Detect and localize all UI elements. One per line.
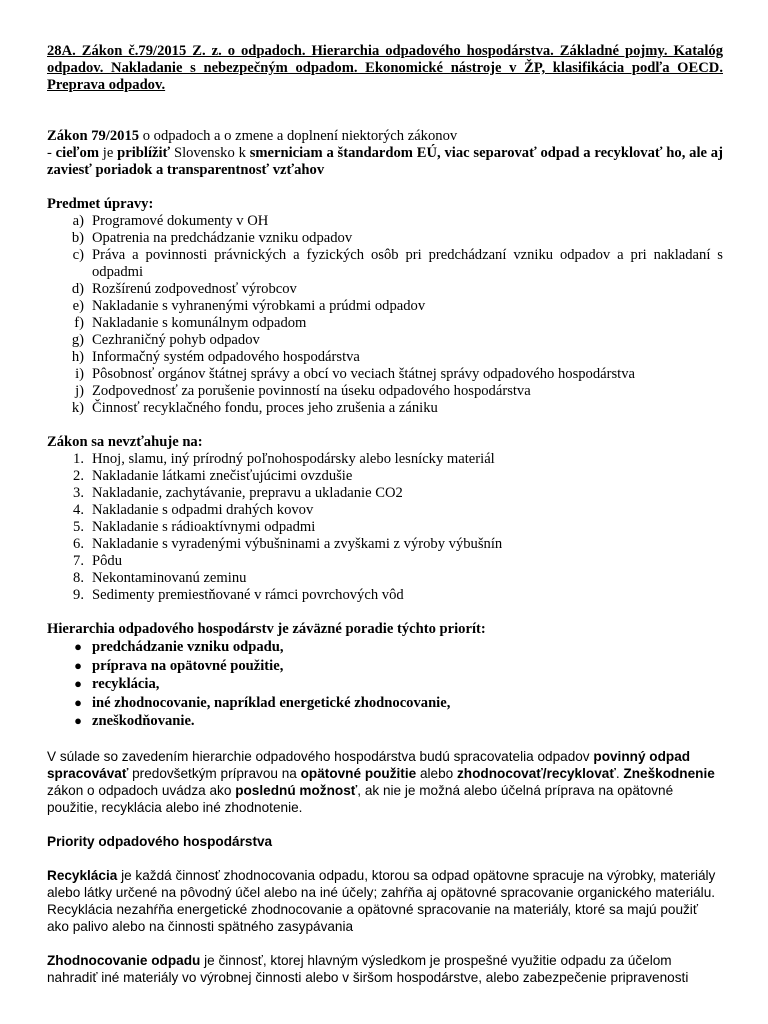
recyklacia-text: je každá činnosť zhodnocovania odpadu, ktorou sa odpad opätovne spracuje na výrobky, materiály alebo látky určené na pôvodný účel alebo na iné účely; zahŕňa aj opätovné spracovanie organického materiálu. Recyklácia nezahŕňa energetické zhodnocovanie a opätovné spracovanie na materiály, ktoré sa majú použiť ako palivo alebo na činnosti spätného zasypávania <box>47 867 716 934</box>
recyklacia-term: Recyklácia <box>47 867 118 883</box>
sulade-bold-2: opätovné použitie <box>300 765 417 781</box>
sulade-text-6: , ak nie je možná alebo účelná príprava na opätovné použitie, recyklácia alebo iné zhodnotenie. <box>47 782 674 815</box>
list-item <box>47 638 723 657</box>
list-marker: 5. <box>73 519 84 535</box>
list-item-text: príprava na opätovné použitie, <box>92 657 284 674</box>
list-item-text: Nakladanie, zachytávanie, prepravu a ukladanie CO2 <box>92 485 403 501</box>
list-item-text: Sedimenty premiestňované v rámci povrchových vôd <box>92 587 404 603</box>
list-marker: g) <box>71 332 84 348</box>
sulade-paragraph <box>47 748 723 816</box>
list-item-text: Nakladanie s vyhranenými výrobkami a prúdmi odpadov <box>92 298 426 314</box>
list-marker: a) <box>72 213 84 229</box>
list-item-text: Rozšírenú zodpovednosť výrobcov <box>92 281 297 297</box>
zhodnocovanie-paragraph <box>47 952 723 986</box>
list-marker: 4. <box>73 502 84 518</box>
list-item-text: Programové dokumenty v OH <box>92 213 269 229</box>
sulade-bold-4: Zneškodnenie <box>623 765 715 781</box>
list-item <box>47 675 723 694</box>
list-item-text: Nakladanie s rádioaktívnymi odpadmi <box>92 519 316 535</box>
list-marker: j) <box>75 383 84 399</box>
list-item <box>47 502 723 519</box>
list-item-text: Informačný systém odpadového hospodárstva <box>92 349 360 365</box>
list-marker: i) <box>75 366 84 382</box>
sulade-bold-1: povinný odpad spracovávať <box>47 748 691 781</box>
list-item-text: Nakladanie s komunálnym odpadom <box>92 315 307 331</box>
document-title: 28A. Zákon č.79/2015 Z. z. o odpadoch. Hierarchia odpadového hospodárstva. Základné pojmy. Katalóg odpadov. Nakladanie s nebezpečným odpadom. Ekonomické nástroje v ŽP, klasifikácia podľa OECD. Preprava odpadov. <box>47 43 723 93</box>
law-name: o odpadoch a o zmene a doplnení niektorých zákonov <box>139 128 458 144</box>
sulade-text-2: predovšetkým prípravou na <box>128 765 301 781</box>
list-marker: e) <box>72 298 84 314</box>
sulade-text-1: V súlade so zavedením hierarchie odpadového hospodárstva budú spracovatelia odpadov <box>47 748 594 764</box>
list-item-text: Nakladanie látkami znečisťujúcimi ovzdušie <box>92 468 353 484</box>
sulade-text-5: zákon o odpadoch uvádza ako <box>47 782 236 798</box>
law-number: Zákon 79/2015 <box>47 128 140 144</box>
list-item-text: Práva a povinnosti právnických a fyzických osôb pri predchádzaní vzniku odpadov a pri nakladaní s odpadmi <box>92 247 723 280</box>
sulade-bold-3: zhodnocovať/recyklovať <box>457 765 616 781</box>
bullet-icon: ● <box>74 657 82 673</box>
list-item-text: iné zhodnocovanie, napríklad energetické zhodnocovanie, <box>92 694 451 711</box>
sulade-text-3: alebo <box>416 765 457 781</box>
list-item <box>47 366 723 383</box>
recyklacia-paragraph <box>47 867 723 935</box>
zhodnocovanie-term: Zhodnocovanie odpadu <box>47 952 201 968</box>
list-item-text: Nakladanie s vyradenými výbušninami a zvyškami z výroby výbušnín <box>92 536 503 552</box>
list-item <box>47 468 723 485</box>
list-item <box>47 383 723 400</box>
hierarchia-list <box>47 638 723 731</box>
predmet-list <box>47 213 723 417</box>
list-item <box>47 570 723 587</box>
list-item <box>47 712 723 731</box>
predmet-heading: Predmet úpravy: <box>47 196 154 212</box>
goal-bold-3: smerniciam a štandardom EÚ, viac separovať odpad a recyklovať ho, ale aj zaviesť poriadok a transparentnosť vzťahov <box>47 145 723 178</box>
list-item <box>47 485 723 502</box>
list-item-text: Zodpovednosť za porušenie povinností na úseku odpadového hospodárstva <box>92 383 531 399</box>
list-item <box>47 281 723 298</box>
list-item <box>47 519 723 536</box>
list-marker: d) <box>71 281 84 297</box>
list-marker: 7. <box>73 553 84 569</box>
list-marker: 9. <box>73 587 84 603</box>
goal-bold-1: cieľom <box>55 145 99 161</box>
list-item <box>47 332 723 349</box>
list-item-text: Pôsobnosť orgánov štátnej správy a obcí vo veciach štátnej správy odpadového hospodárstva <box>92 366 635 382</box>
list-item-text: recyklácia, <box>92 676 160 692</box>
list-item <box>47 247 723 281</box>
list-marker: b) <box>71 230 84 246</box>
document-page <box>47 43 723 986</box>
list-item-text: predchádzanie vzniku odpadu, <box>92 639 284 655</box>
list-item <box>47 213 723 230</box>
list-marker: 8. <box>73 570 84 586</box>
list-item <box>47 587 723 604</box>
list-marker: 2. <box>73 468 84 484</box>
goal-bold-2: priblížiť <box>117 145 171 161</box>
list-item <box>47 694 723 713</box>
list-item-text: Opatrenia na predchádzanie vzniku odpadov <box>92 230 353 246</box>
goal-text-2: Slovensko k <box>170 145 250 161</box>
hierarchia-heading: Hierarchia odpadového hospodárstv je záväzné poradie týchto priorít: <box>47 621 486 637</box>
sulade-text-4: . <box>615 765 624 781</box>
list-item-text: zneškodňovanie. <box>92 713 195 729</box>
list-item-text: Nekontaminovanú zeminu <box>92 570 247 586</box>
list-item <box>47 553 723 570</box>
bullet-icon: ● <box>74 639 82 654</box>
list-marker: c) <box>72 247 84 263</box>
list-item <box>47 315 723 332</box>
list-item <box>47 657 723 676</box>
priority-heading: Priority odpadového hospodárstva <box>47 833 273 849</box>
list-item <box>47 536 723 553</box>
list-marker: 6. <box>73 536 84 552</box>
list-marker: 1. <box>73 451 84 467</box>
list-item-text: Nakladanie s odpadmi drahých kovov <box>92 502 314 518</box>
list-item <box>47 349 723 366</box>
list-marker: 3. <box>73 485 84 501</box>
goal-text-1: je <box>98 145 118 161</box>
law-intro <box>47 128 723 145</box>
zhodnocovanie-text: je činnosť, ktorej hlavným výsledkom je prospešné využitie odpadu za účelom nahradiť iné materiály vo výrobnej činnosti alebo v širšom hospodárstve, alebo zabezpečenie pripravenosti <box>47 952 689 985</box>
list-item-text: Pôdu <box>92 553 123 569</box>
list-marker: k) <box>71 400 84 416</box>
nevztahuje-list <box>47 451 723 604</box>
list-item <box>47 451 723 468</box>
list-marker: f) <box>74 315 84 331</box>
list-item-text: Cezhraničný pohyb odpadov <box>92 332 260 348</box>
bullet-icon: ● <box>74 713 82 728</box>
list-item-text: Činnosť recyklačného fondu, proces jeho zrušenia a zániku <box>92 400 438 416</box>
list-item-text: Hnoj, slamu, iný prírodný poľnohospodársky alebo lesnícky materiál <box>92 451 495 467</box>
sulade-bold-5: poslednú možnosť <box>235 782 358 798</box>
law-goal <box>47 145 723 179</box>
list-item <box>47 298 723 315</box>
bullet-icon: ● <box>74 694 82 710</box>
list-item <box>47 230 723 247</box>
goal-dash: - <box>47 145 56 161</box>
nevztahuje-heading: Zákon sa nevzťahuje na: <box>47 434 203 450</box>
bullet-icon: ● <box>74 676 82 691</box>
list-marker: h) <box>71 349 84 365</box>
list-item <box>47 400 723 417</box>
